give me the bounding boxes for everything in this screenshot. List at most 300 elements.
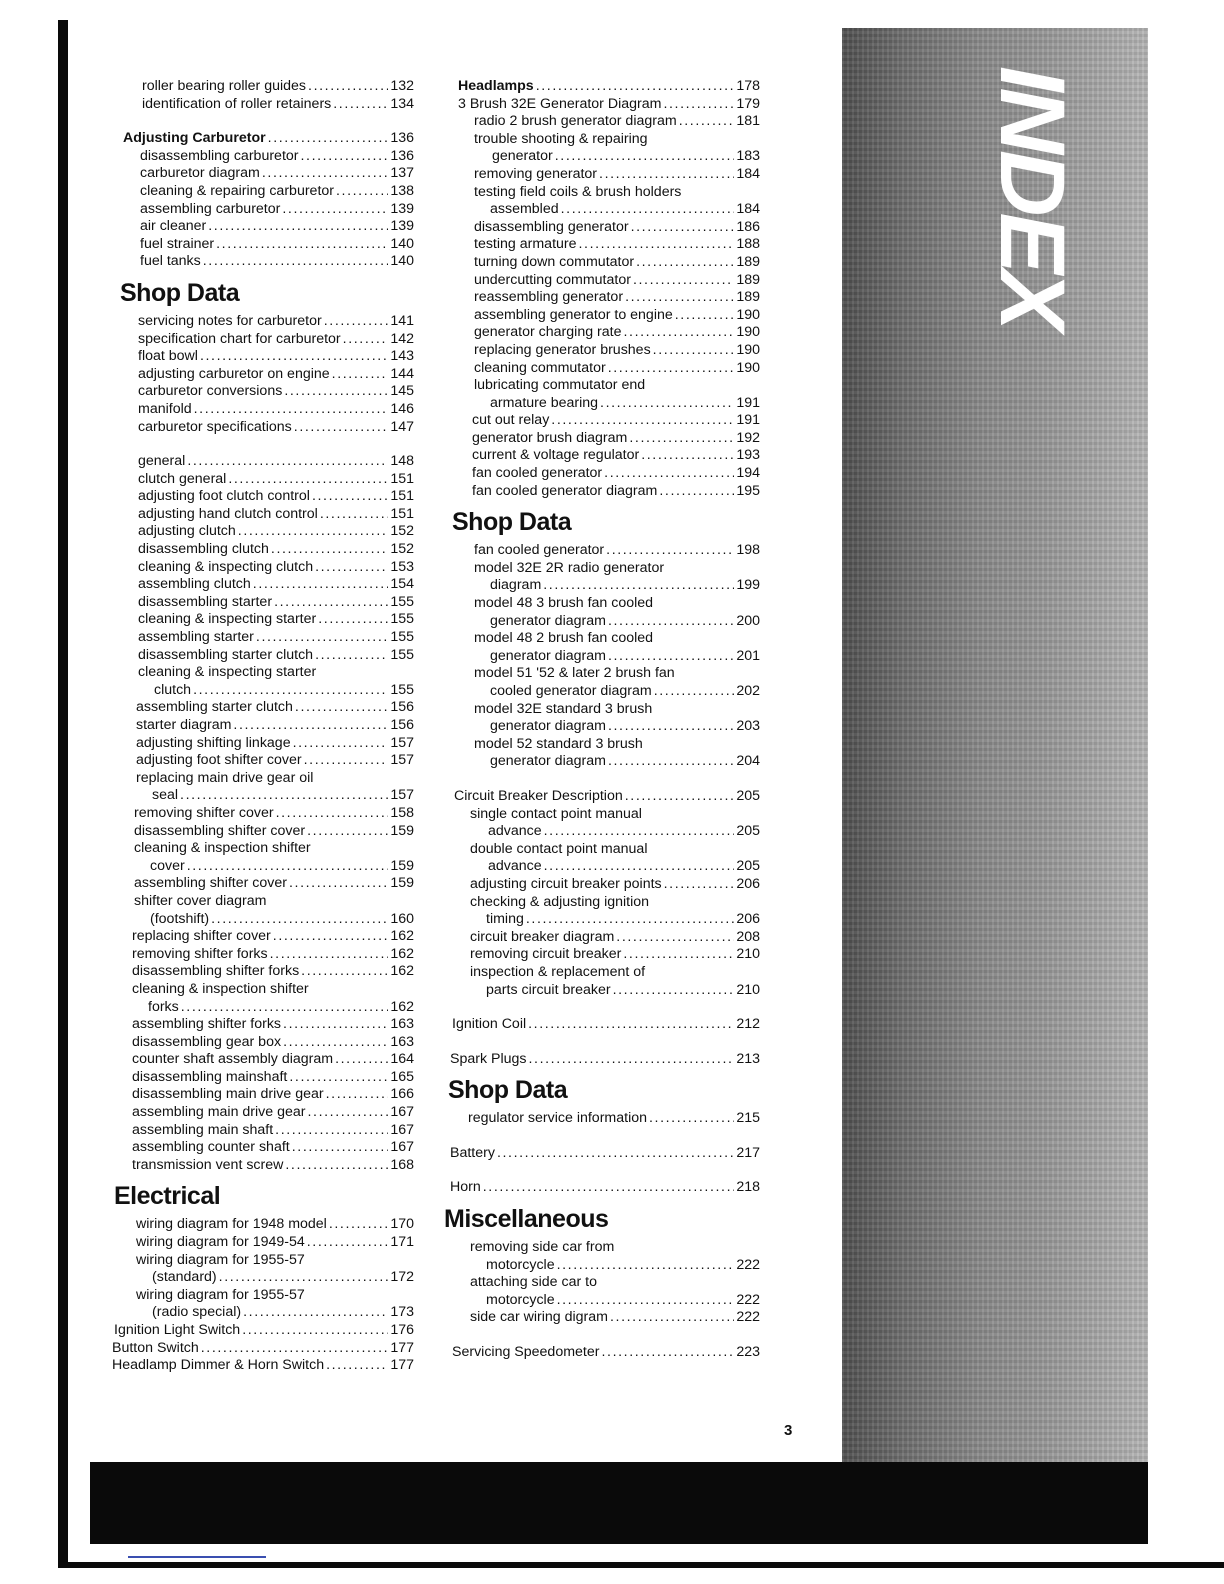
entry-title: fuel strainer [140, 235, 215, 252]
index-entry [442, 201, 760, 219]
index-subheading: model 51 '52 & later 2 brush fan [474, 665, 675, 682]
index-subheading: replacing main drive gear oil [136, 769, 314, 786]
dot-leader [664, 876, 735, 894]
entry-page-number: 136 [390, 130, 414, 147]
entry-title: disassembling main drive gear [132, 1086, 324, 1103]
index-entry [442, 1179, 760, 1197]
index-entry [112, 1157, 414, 1175]
dot-leader [284, 383, 388, 401]
entry-title: cleaning & inspecting clutch [138, 558, 314, 575]
index-entry [442, 823, 760, 841]
dot-leader [268, 130, 389, 148]
dot-leader [606, 542, 734, 560]
index-entry [112, 823, 414, 841]
section-heading: Shop Data [120, 278, 240, 307]
entry-title: roller bearing roller guides [142, 78, 307, 94]
entry-page-number: 155 [390, 593, 414, 610]
index-entry [112, 1069, 414, 1087]
entry-page-number: 154 [390, 576, 414, 593]
side-title: INDEX [981, 66, 1083, 328]
dot-leader [336, 183, 388, 201]
entry-title: Circuit Breaker Description [454, 787, 623, 804]
entry-title: removing shifter forks [132, 945, 268, 962]
dot-leader [312, 488, 388, 506]
index-subheading: model 32E 2R radio generator [474, 559, 665, 576]
index-subheading: model 52 standard 3 brush [474, 735, 643, 752]
index-entry [112, 1304, 414, 1322]
dot-leader [315, 559, 388, 577]
entry-page-number: 132 [390, 78, 414, 94]
section-heading: Miscellaneous [444, 1205, 609, 1234]
entry-title: assembled [490, 201, 559, 218]
dot-leader [307, 1234, 389, 1252]
dot-leader [243, 1304, 388, 1322]
index-entry [112, 130, 414, 148]
dot-leader [242, 1322, 388, 1340]
dot-leader [320, 506, 389, 524]
entry-title: fan cooled generator [472, 465, 603, 482]
index-entry [112, 699, 414, 717]
entry-page-number: 155 [390, 629, 414, 646]
dot-leader [308, 1104, 389, 1122]
index-subheading: model 32E standard 3 brush [474, 700, 653, 717]
entry-page-number: 194 [736, 465, 760, 482]
index-entry [442, 1051, 760, 1069]
entry-page-number: 218 [736, 1179, 760, 1196]
entry-title: adjusting carburetor on engine [138, 365, 330, 382]
entry-title: cut out relay [472, 412, 550, 429]
entry-page-number: 170 [390, 1216, 414, 1233]
entry-page-number: 158 [390, 804, 414, 821]
index-subheading: inspection & replacement of [470, 963, 646, 980]
entry-title: adjusting foot shifter cover [136, 752, 302, 769]
entry-page-number: 164 [390, 1051, 414, 1068]
entry-title: assembling carburetor [140, 200, 281, 217]
dot-leader [610, 1309, 734, 1327]
dot-leader [335, 1051, 388, 1069]
dot-leader [641, 447, 734, 465]
index-entry [112, 858, 414, 876]
index-entry [442, 1016, 760, 1034]
entry-title: disassembling starter clutch [138, 646, 314, 663]
entry-title: cleaning commutator [474, 359, 606, 376]
dot-leader [649, 1110, 734, 1128]
dot-leader [216, 236, 388, 254]
entry-title: advance [488, 858, 542, 875]
index-entry [112, 165, 414, 183]
index-entry [442, 1110, 760, 1128]
entry-title: assembling shifter cover [134, 875, 287, 892]
index-entry [112, 1216, 414, 1234]
index-subheading: cleaning & inspecting starter [138, 664, 317, 681]
entry-page-number: 155 [390, 681, 414, 698]
index-subheading: double contact point manual [470, 840, 648, 857]
entry-title: Horn [450, 1179, 481, 1196]
entry-page-number: 163 [390, 1016, 414, 1033]
index-entry [442, 113, 760, 131]
index-entry [112, 629, 414, 647]
index-entry [112, 1034, 414, 1052]
entry-page-number: 141 [390, 312, 414, 329]
dot-leader [633, 272, 734, 290]
dot-leader [211, 911, 388, 929]
dot-leader [557, 1257, 735, 1275]
index-subheading: model 48 2 brush fan cooled [474, 630, 654, 647]
index-entry [442, 577, 760, 595]
index-entry [442, 858, 760, 876]
index-entry [112, 1340, 414, 1358]
entry-title: adjusting hand clutch control [138, 505, 318, 522]
entry-page-number: 143 [390, 348, 414, 365]
entry-page-number: 157 [390, 752, 414, 769]
entry-title: forks [148, 998, 179, 1015]
dot-leader [329, 1216, 388, 1234]
dot-leader [659, 483, 734, 501]
dot-leader [193, 682, 388, 700]
entry-page-number: 178 [736, 78, 760, 94]
index-entry [112, 559, 414, 577]
index-entry [112, 366, 414, 384]
entry-title: specification chart for carburetor [138, 330, 341, 347]
entry-page-number: 137 [390, 165, 414, 182]
entry-page-number: 206 [736, 875, 760, 892]
index-entry [442, 911, 760, 929]
dot-leader [274, 594, 388, 612]
dot-leader [543, 577, 734, 595]
dot-leader [599, 166, 734, 184]
entry-title: generator [492, 148, 553, 165]
index-entry [112, 1322, 414, 1340]
index-entry [442, 876, 760, 894]
dot-leader [253, 576, 389, 594]
index-entry [442, 236, 760, 254]
entry-title: fan cooled generator diagram [472, 482, 658, 499]
dot-leader [613, 982, 735, 1000]
index-entry [112, 911, 414, 929]
entry-title: parts circuit breaker [486, 981, 611, 998]
index-entry [112, 218, 414, 236]
dot-leader [187, 453, 388, 471]
index-entry [442, 447, 760, 465]
entry-title: Ignition Light Switch [114, 1322, 241, 1338]
index-entry [112, 506, 414, 524]
entry-page-number: 151 [390, 488, 414, 505]
entry-page-number: 140 [390, 253, 414, 270]
entry-page-number: 167 [390, 1104, 414, 1121]
entry-page-number: 159 [390, 857, 414, 874]
index-entry [112, 348, 414, 366]
entry-page-number: 179 [736, 95, 760, 112]
entry-page-number: 202 [736, 683, 760, 699]
entry-title: reassembling generator [474, 289, 624, 306]
entry-page-number: 206 [736, 911, 760, 928]
index-entry [442, 1309, 760, 1327]
entry-title: adjusting shifting linkage [136, 734, 291, 751]
dot-leader [233, 717, 388, 735]
dot-leader [307, 823, 388, 841]
entry-title: generator diagram [490, 612, 606, 629]
index-entry [112, 611, 414, 629]
index-entry [112, 253, 414, 271]
dot-leader [304, 752, 389, 770]
entry-page-number: 173 [390, 1304, 414, 1321]
entry-page-number: 212 [736, 1016, 760, 1033]
index-entry [442, 1145, 760, 1163]
entry-page-number: 152 [390, 523, 414, 540]
entry-title: adjusting circuit breaker points [470, 875, 662, 892]
dot-leader [315, 647, 388, 665]
entry-title: Spark Plugs [450, 1050, 527, 1067]
index-entry [112, 594, 414, 612]
index-entry [442, 78, 760, 96]
entry-title: assembling starter clutch [136, 699, 293, 716]
dot-leader [631, 219, 735, 237]
dot-leader [203, 253, 389, 271]
index-entry [112, 1104, 414, 1122]
dot-leader [326, 1357, 388, 1375]
dot-leader [608, 648, 734, 666]
entry-title: carburetor diagram [140, 165, 260, 182]
index-subheading: attaching side car to [470, 1274, 597, 1291]
index-entry [112, 383, 414, 401]
entry-page-number: 205 [736, 858, 760, 875]
entry-page-number: 189 [736, 271, 760, 288]
index-entry [112, 471, 414, 489]
dot-leader [333, 96, 388, 114]
entry-title: removing shifter cover [134, 804, 274, 821]
index-entry [442, 718, 760, 736]
index-entry [112, 331, 414, 349]
index-entry [112, 1086, 414, 1104]
index-entry [112, 1269, 414, 1287]
entry-title: cover [150, 857, 185, 874]
entry-page-number: 210 [736, 946, 760, 963]
entry-title: manifold [138, 400, 192, 417]
dot-leader [295, 699, 388, 717]
entry-page-number: 213 [736, 1050, 760, 1067]
index-column-left [112, 78, 414, 1375]
entry-page-number: 147 [390, 418, 414, 435]
entry-title: (standard) [152, 1269, 217, 1286]
entry-page-number: 183 [736, 148, 760, 165]
index-entry [112, 401, 414, 419]
entry-page-number: 193 [736, 447, 760, 464]
entry-page-number: 160 [390, 910, 414, 927]
entry-page-number: 184 [736, 165, 760, 182]
entry-page-number: 139 [390, 218, 414, 235]
index-entry [112, 78, 414, 96]
entry-title: Headlamp Dimmer & Horn Switch [112, 1357, 325, 1374]
index-entry [112, 1122, 414, 1140]
index-entry [442, 289, 760, 307]
dot-leader [271, 541, 388, 559]
dot-leader [326, 1086, 389, 1104]
index-entry [442, 542, 760, 560]
dot-leader [557, 1292, 735, 1310]
entry-title: Button Switch [112, 1339, 199, 1356]
entry-page-number: 138 [390, 182, 414, 199]
entry-title: assembling generator to engine [474, 306, 673, 323]
entry-page-number: 191 [736, 394, 760, 411]
entry-title: carburetor specifications [138, 418, 292, 435]
dot-leader [270, 946, 389, 964]
bottom-link-underline [128, 1556, 266, 1558]
dot-leader [663, 96, 734, 114]
entry-page-number: 190 [736, 306, 760, 323]
index-entry [112, 453, 414, 471]
entry-page-number: 159 [390, 822, 414, 839]
index-entry [112, 1357, 414, 1375]
entry-title: seal [152, 787, 179, 804]
index-entry [442, 166, 760, 184]
index-entry [112, 647, 414, 665]
entry-title: assembling starter [138, 629, 254, 646]
index-entry [442, 430, 760, 448]
index-entry [112, 682, 414, 700]
spacer [442, 1327, 760, 1344]
spacer [112, 113, 414, 130]
index-entry [442, 929, 760, 947]
entry-page-number: 222 [736, 1256, 760, 1273]
index-entry [112, 419, 414, 437]
dot-leader [292, 1139, 389, 1157]
dot-leader [283, 1016, 388, 1034]
dot-leader [200, 348, 388, 366]
entry-title: wiring diagram for 1948 model [136, 1216, 327, 1233]
dot-leader [601, 1344, 734, 1362]
entry-page-number: 172 [390, 1269, 414, 1286]
index-entry [442, 96, 760, 114]
entry-page-number: 167 [390, 1121, 414, 1138]
index-subheading: checking & adjusting ignition [470, 893, 650, 910]
index-subheading: wiring diagram for 1955-57 [136, 1286, 305, 1303]
entry-page-number: 166 [390, 1086, 414, 1103]
spacer [112, 436, 414, 453]
entry-page-number: 190 [736, 359, 760, 376]
entry-page-number: 162 [390, 998, 414, 1015]
dot-leader [616, 929, 734, 947]
index-entry [112, 875, 414, 893]
entry-page-number: 186 [736, 218, 760, 235]
index-entry [442, 1292, 760, 1310]
entry-title: carburetor conversions [138, 383, 283, 400]
entry-title: fuel tanks [140, 253, 201, 270]
dot-leader [529, 1051, 735, 1069]
index-entry [112, 576, 414, 594]
dot-leader [483, 1179, 735, 1197]
dot-leader [282, 201, 388, 219]
dot-leader [551, 412, 734, 430]
entry-title: current & voltage regulator [472, 447, 640, 464]
index-entry [442, 788, 760, 806]
entry-title: removing generator [474, 165, 598, 182]
index-entry [112, 946, 414, 964]
entry-page-number: 200 [736, 612, 760, 629]
index-entry [112, 735, 414, 753]
dot-leader [536, 78, 735, 96]
index-entry [112, 1234, 414, 1252]
dot-leader [273, 928, 389, 946]
entry-title: (radio special) [152, 1304, 242, 1321]
entry-page-number: 165 [390, 1068, 414, 1085]
dot-leader [324, 313, 389, 331]
index-entry [442, 683, 760, 701]
entry-page-number: 159 [390, 875, 414, 892]
entry-title: generator brush diagram [472, 429, 628, 446]
entry-title: disassembling mainshaft [132, 1068, 288, 1085]
dot-leader [561, 201, 735, 219]
entry-title: transmission vent screw [132, 1156, 284, 1173]
dot-leader [201, 1340, 389, 1358]
entry-title: removing circuit breaker [470, 946, 622, 963]
index-entry [112, 183, 414, 201]
dot-leader [194, 401, 389, 419]
index-entry [112, 236, 414, 254]
index-entry [442, 219, 760, 237]
dot-leader [526, 911, 734, 929]
dot-leader [497, 1145, 734, 1163]
section-heading: Shop Data [448, 1076, 568, 1105]
dot-leader [238, 523, 389, 541]
index-subheading: model 48 3 brush fan cooled [474, 595, 654, 612]
dot-leader [187, 858, 389, 876]
entry-title: Ignition Coil [452, 1016, 527, 1033]
index-entry [442, 648, 760, 666]
dot-leader [625, 289, 734, 307]
index-entry [112, 999, 414, 1017]
entry-title: adjusting foot clutch control [138, 488, 310, 505]
dot-leader [623, 946, 734, 964]
entry-title: disassembling starter [138, 593, 273, 610]
dot-leader [636, 254, 734, 272]
entry-page-number: 189 [736, 253, 760, 270]
entry-title: assembling main shaft [132, 1121, 274, 1138]
entry-title: replacing shifter cover [132, 928, 271, 945]
dot-leader [608, 718, 734, 736]
dot-leader [181, 999, 389, 1017]
entry-title: motorcycle [486, 1291, 555, 1308]
dot-leader [608, 360, 735, 378]
dot-leader [275, 1122, 388, 1140]
index-entry [112, 963, 414, 981]
spacer [442, 1162, 760, 1179]
index-subheading: single contact point manual [470, 805, 642, 822]
dot-leader [332, 366, 389, 384]
index-entry [442, 982, 760, 1000]
entry-page-number: 162 [390, 963, 414, 980]
entry-page-number: 177 [390, 1357, 414, 1374]
entry-page-number: 134 [390, 95, 414, 112]
index-entry [112, 488, 414, 506]
dot-leader [289, 875, 388, 893]
entry-page-number: 176 [390, 1322, 414, 1338]
entry-title: disassembling generator [474, 218, 629, 235]
entry-title: float bowl [138, 348, 198, 365]
index-entry [442, 613, 760, 631]
index-entry [442, 483, 760, 501]
index-entry [112, 523, 414, 541]
entry-title: generator diagram [490, 753, 606, 770]
entry-page-number: 188 [736, 236, 760, 253]
index-subheading: removing side car from [470, 1239, 615, 1256]
entry-page-number: 156 [390, 699, 414, 716]
entry-title: cleaning & repairing carburetor [140, 182, 335, 199]
index-entry [112, 1016, 414, 1034]
entry-page-number: 190 [736, 341, 760, 358]
entry-title: disassembling clutch [138, 541, 269, 558]
bottom-black-band [90, 1462, 1148, 1544]
entry-page-number: 191 [736, 412, 760, 429]
